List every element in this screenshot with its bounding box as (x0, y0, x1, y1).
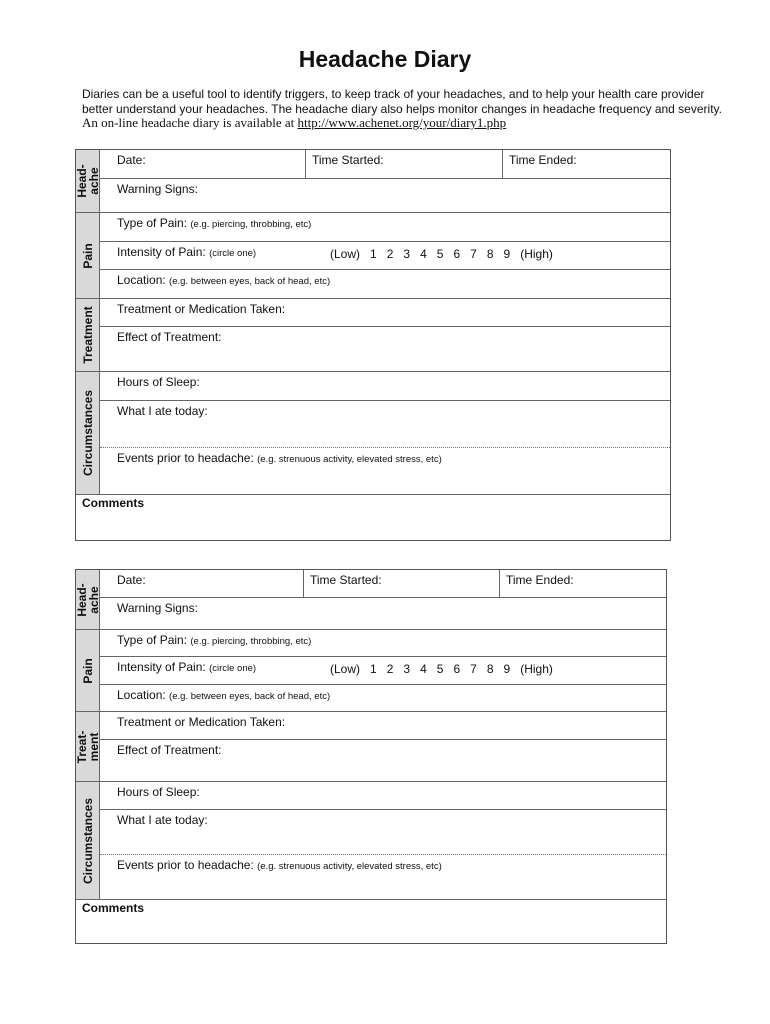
effect-of-treatment-field[interactable] (100, 327, 670, 372)
scale-option[interactable]: 8 (486, 662, 494, 676)
field-label (117, 404, 208, 418)
field-label (117, 302, 285, 316)
intensity-field[interactable] (100, 657, 666, 685)
section-label-treatment (76, 299, 100, 372)
comments-field[interactable] (76, 493, 670, 540)
field-label (117, 688, 330, 702)
scale-option[interactable]: 3 (403, 662, 411, 676)
field-label-text: Intensity of Pain: (117, 660, 206, 674)
what-i-ate-field[interactable] (100, 810, 666, 855)
field-label (117, 330, 222, 344)
comments-label: Comments (82, 496, 145, 510)
time-started-field[interactable] (305, 150, 502, 178)
location-field[interactable] (100, 270, 670, 299)
page-title: Headache Diary (298, 46, 472, 72)
field-hint: (circle one) (209, 248, 257, 259)
scale-option[interactable]: (High) (520, 247, 553, 261)
field-label-text: Type of Pain: (117, 216, 188, 230)
section-label-text: Head- ache (74, 582, 101, 617)
field-label-text: Effect of Treatment: (117, 330, 222, 344)
field-hint: (e.g. between eyes, back of head, etc) (169, 276, 331, 287)
field-label-text: Treatment or Medication Taken: (117, 715, 286, 729)
scale-option[interactable]: 3 (403, 247, 411, 261)
scale-option[interactable]: 5 (436, 662, 444, 676)
field-label-text: Effect of Treatment: (117, 743, 222, 757)
section-label-text: Head- ache (74, 164, 101, 198)
date-label: Date: (117, 573, 146, 587)
comments-field[interactable] (76, 898, 666, 943)
events-prior-field[interactable] (100, 448, 670, 495)
time-started-label: Time Started: (312, 153, 384, 167)
time-started-label: Time Started: (310, 573, 382, 587)
scale-option[interactable]: 9 (503, 662, 511, 676)
type-of-pain-field[interactable] (100, 630, 666, 657)
intro-line: better understand your headaches. The headache diary also helps monitor changes in headache frequency and severity. (82, 101, 722, 116)
time-ended-field[interactable] (499, 570, 666, 597)
section-label-circumstances (76, 372, 100, 495)
section-label-treatment (76, 712, 100, 782)
field-label (117, 182, 198, 196)
events-prior-field[interactable] (100, 855, 666, 900)
section-label-text: Circumstances (80, 389, 95, 477)
date-field[interactable] (100, 570, 303, 597)
field-label-text: Warning Signs: (117, 182, 198, 196)
scale-option[interactable]: 4 (420, 662, 427, 676)
hours-of-sleep-field[interactable] (100, 782, 666, 810)
time-ended-label: Time Ended: (509, 153, 577, 167)
field-hint: (circle one) (209, 663, 257, 674)
location-field[interactable] (100, 685, 666, 712)
warning-signs-field[interactable] (100, 598, 666, 630)
field-label (117, 785, 200, 799)
scale-option[interactable]: 2 (386, 247, 394, 261)
field-label (117, 451, 442, 465)
scale-option[interactable]: (Low) (330, 247, 361, 261)
intro-line: Diaries can be a useful tool to identify triggers, to keep track of your headaches, and to help your health care provider (82, 87, 705, 101)
field-hint: (e.g. piercing, throbbing, etc) (190, 636, 312, 647)
scale-option[interactable]: 6 (453, 247, 461, 261)
scale-option[interactable]: 2 (386, 662, 394, 676)
field-label-text: What I ate today: (117, 404, 208, 418)
field-label (117, 660, 256, 674)
treatment-taken-field[interactable] (100, 712, 666, 740)
time-started-field[interactable] (303, 570, 499, 597)
field-hint: (e.g. between eyes, back of head, etc) (169, 691, 331, 702)
intro-line-text: An on-line headache diary is available at (82, 115, 298, 130)
headache-diary-form (75, 149, 671, 541)
field-label-text: What I ate today: (117, 813, 208, 827)
section-label-headache (76, 570, 100, 630)
field-label-text: Location: (117, 688, 166, 702)
scale-option[interactable]: 1 (370, 662, 377, 676)
section-label-text: Pain (80, 242, 95, 269)
section-label-text: Circumstances (80, 797, 95, 884)
diary-link[interactable]: http://www.achenet.org/your/diary1.php (297, 115, 507, 130)
field-label (117, 273, 330, 287)
section-label-text: Treat- ment (74, 730, 101, 763)
field-label (117, 715, 285, 729)
time-ended-field[interactable] (502, 150, 670, 178)
effect-of-treatment-field[interactable] (100, 740, 666, 782)
section-label-text: Treatment (80, 306, 95, 364)
intro-text (82, 87, 722, 131)
intensity-scale (330, 662, 563, 676)
intro-line (82, 116, 722, 131)
date-field[interactable] (100, 150, 305, 178)
field-label (117, 245, 256, 259)
field-label (117, 633, 311, 647)
scale-option[interactable]: 7 (470, 662, 477, 676)
field-label (117, 375, 200, 389)
field-label (117, 601, 198, 615)
date-label: Date: (117, 153, 146, 167)
field-label-text: Events prior to headache: (117, 858, 254, 872)
comments-label: Comments (82, 901, 145, 915)
field-label (117, 858, 442, 872)
scale-option[interactable]: (Low) (330, 662, 361, 676)
scale-option[interactable]: 1 (370, 247, 377, 261)
section-label-circumstances (76, 782, 100, 900)
intensity-scale (330, 247, 563, 261)
field-label (117, 813, 208, 827)
field-label-text: Intensity of Pain: (117, 245, 206, 259)
section-label-pain (76, 630, 100, 712)
field-label-text: Warning Signs: (117, 601, 198, 615)
field-label-text: Hours of Sleep: (117, 785, 200, 799)
scale-option[interactable]: 6 (453, 662, 461, 676)
date-row[interactable] (100, 570, 666, 598)
field-label-text: Treatment or Medication Taken: (117, 302, 286, 316)
time-ended-label: Time Ended: (506, 573, 574, 587)
field-label (117, 216, 311, 230)
scale-option[interactable]: 9 (503, 247, 511, 261)
date-row[interactable] (100, 150, 670, 179)
field-label-text: Hours of Sleep: (117, 375, 200, 389)
field-label-text: Type of Pain: (117, 633, 188, 647)
headache-diary-form (75, 569, 667, 944)
field-hint: (e.g. strenuous activity, elevated stress, etc) (257, 454, 442, 465)
scale-option[interactable]: 5 (436, 247, 444, 261)
what-i-ate-field[interactable] (100, 401, 670, 448)
intensity-field[interactable] (100, 242, 670, 270)
treatment-taken-field[interactable] (100, 299, 670, 327)
scale-option[interactable]: 8 (486, 247, 494, 261)
section-label-headache (76, 150, 100, 213)
section-label-pain (76, 213, 100, 299)
type-of-pain-field[interactable] (100, 213, 670, 242)
warning-signs-field[interactable] (100, 179, 670, 213)
field-hint: (e.g. strenuous activity, elevated stress, etc) (257, 861, 442, 872)
field-label-text: Location: (117, 273, 166, 287)
field-label (117, 743, 222, 757)
section-label-text: Pain (80, 657, 95, 684)
scale-option[interactable]: 4 (420, 247, 427, 261)
field-label-text: Events prior to headache: (117, 451, 254, 465)
scale-option[interactable]: (High) (520, 662, 553, 676)
hours-of-sleep-field[interactable] (100, 372, 670, 401)
scale-option[interactable]: 7 (470, 247, 477, 261)
field-hint: (e.g. piercing, throbbing, etc) (190, 219, 312, 230)
